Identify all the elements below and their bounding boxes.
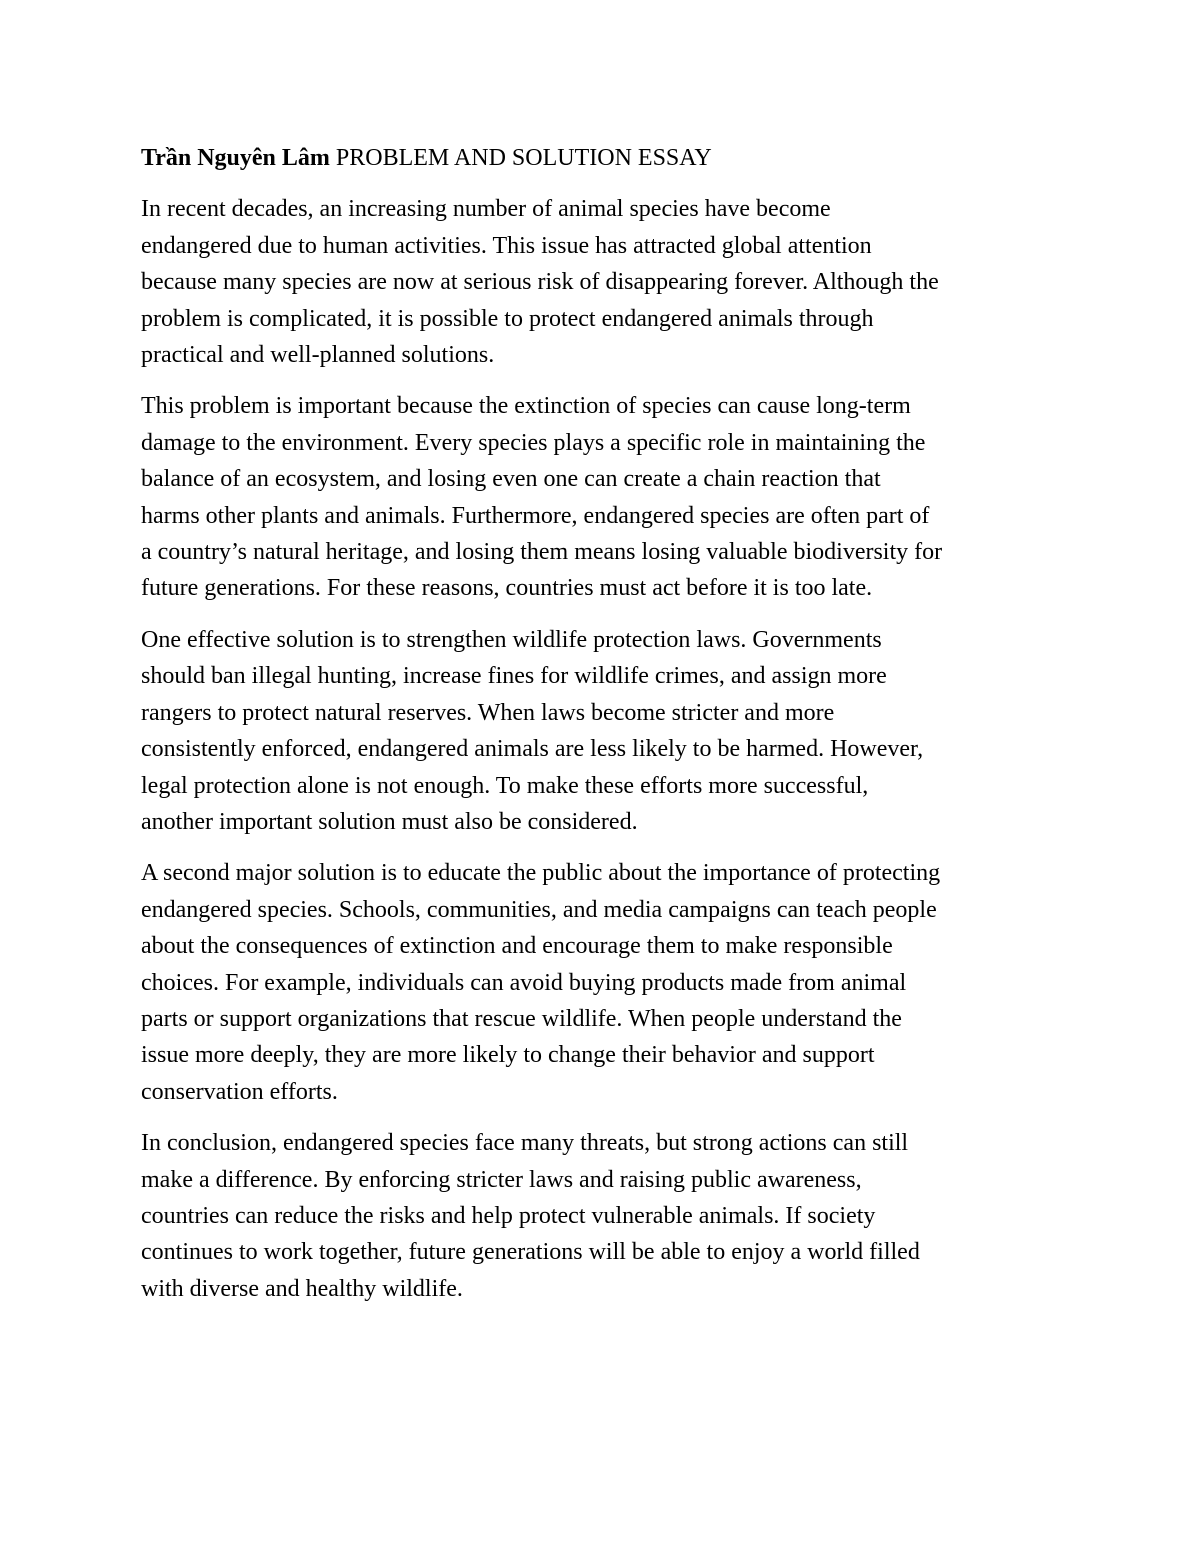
paragraph-line: rangers to protect natural reserves. When laws become stricter and more: [141, 699, 835, 726]
paragraph-line: future generations. For these reasons, countries must act before it is too late.: [141, 575, 873, 602]
paragraph-line: another important solution must also be considered.: [141, 808, 638, 835]
essay-body: [141, 140, 1066, 1322]
paragraph-line: One effective solution is to strengthen wildlife protection laws. Governments: [141, 626, 882, 653]
paragraph-line: consistently enforced, endangered animals are less likely to be harmed. However,: [141, 736, 924, 763]
author-name: Trần Nguyên Lâm: [141, 145, 330, 171]
paragraph-line: endangered due to human activities. This issue has attracted global attention: [141, 232, 872, 259]
paragraph-line: should ban illegal hunting, increase fines for wildlife crimes, and assign more: [141, 663, 887, 690]
paragraph-line: make a difference. By enforcing stricter laws and raising public awareness,: [141, 1166, 862, 1193]
paragraph-line: damage to the environment. Every species plays a specific role in maintaining the: [141, 429, 926, 456]
paragraph-line: continues to work together, future generations will be able to enjoy a world filled: [141, 1239, 920, 1266]
paragraph-3: [141, 622, 1066, 840]
paragraph-line: practical and well-planned solutions.: [141, 342, 495, 369]
paragraph-line: balance of an ecosystem, and losing even one can create a chain reaction that: [141, 466, 881, 493]
essay-paragraphs: [141, 191, 1066, 1307]
essay-heading: [141, 140, 1066, 176]
paragraph-line: choices. For example, individuals can avoid buying products made from animal: [141, 969, 907, 996]
paragraph-line: a country’s natural heritage, and losing them means losing valuable biodiversity for: [141, 539, 943, 566]
paragraph-line: because many species are now at serious risk of disappearing forever. Although the: [141, 269, 939, 296]
paragraph-line: about the consequences of extinction and encourage them to make responsible: [141, 933, 893, 960]
paragraph-line: with diverse and healthy wildlife.: [141, 1275, 463, 1302]
paragraph-1: [141, 191, 1066, 373]
paragraph-line: harms other plants and animals. Furthermore, endangered species are often part of: [141, 502, 930, 529]
paragraph-line: endangered species. Schools, communities, and media campaigns can teach people: [141, 896, 937, 923]
paragraph-line: legal protection alone is not enough. To make these efforts more successful,: [141, 772, 869, 799]
paragraph-4: [141, 855, 1066, 1110]
paragraph-line: issue more deeply, they are more likely to change their behavior and support: [141, 1042, 875, 1069]
paragraph-line: In conclusion, endangered species face many threats, but strong actions can still: [141, 1130, 909, 1157]
paragraph-line: This problem is important because the extinction of species can cause long-term: [141, 393, 911, 420]
paragraph-line: In recent decades, an increasing number of animal species have become: [141, 196, 831, 223]
paragraph-line: problem is complicated, it is possible to protect endangered animals through: [141, 305, 874, 332]
paragraph-line: conservation efforts.: [141, 1078, 338, 1105]
paragraph-line: A second major solution is to educate the public about the importance of protecting: [141, 860, 941, 887]
paragraph-line: parts or support organizations that rescue wildlife. When people understand the: [141, 1005, 902, 1032]
paragraph-5: [141, 1125, 1066, 1307]
essay-title: PROBLEM AND SOLUTION ESSAY: [335, 145, 712, 171]
paragraph-line: countries can reduce the risks and help protect vulnerable animals. If society: [141, 1202, 876, 1229]
paragraph-2: [141, 388, 1066, 606]
